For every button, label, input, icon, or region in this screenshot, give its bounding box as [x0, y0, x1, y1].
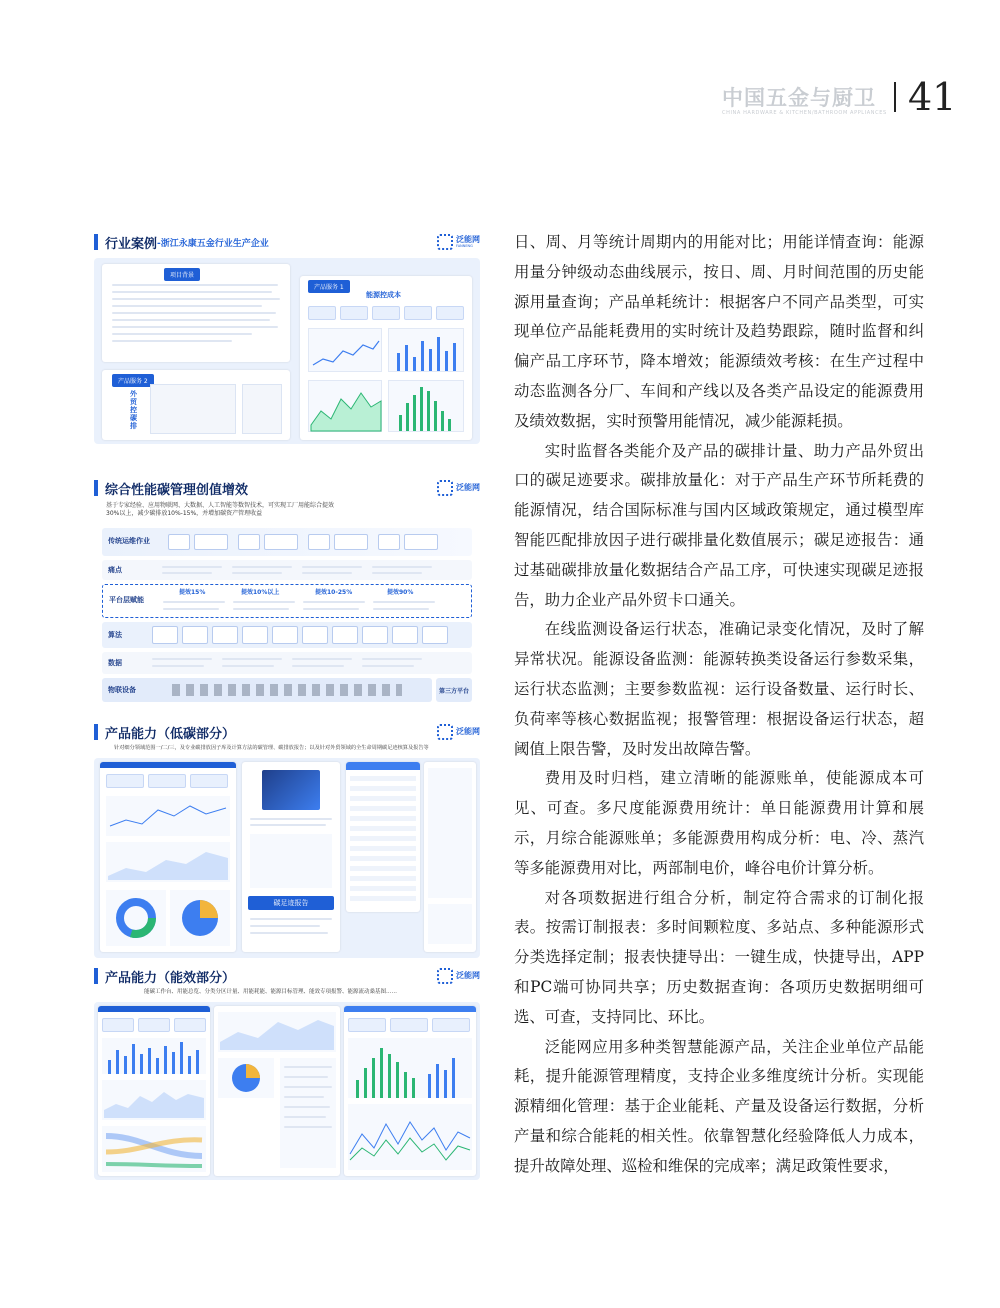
- page-number: 41: [908, 75, 957, 119]
- gain-label: 提效10-25%: [315, 589, 353, 597]
- panel-title: 行业案例: [105, 236, 158, 252]
- gain-label: 提效90%: [387, 589, 414, 597]
- magazine-brand: 中国五金与厨卫: [722, 86, 876, 110]
- service1-tag: 产品服务 1: [308, 280, 350, 293]
- paragraph: 对各项数据进行组合分析，制定符合需求的订制化报表。按需订制报表：多时间颗粒度、多站点、多种能源形式分类选择定制；报表快捷导出：一键生成，快捷导出，APP和PC端可协同共享；历史数据查询：各项历史数据明细可选、可查，支持同比、环比。: [514, 888, 924, 1026]
- logo-icon: [437, 968, 453, 984]
- article-body: [514, 228, 924, 1182]
- fanneng-logo: 泛能网: [437, 480, 480, 496]
- screen-analysis: [344, 1006, 476, 1176]
- line-chart-a: [309, 329, 383, 373]
- service1-title: 能源控成本: [366, 291, 401, 299]
- screen-workbench: [98, 1006, 210, 1176]
- paragraph: 日、周、月等统计周期内的用能对比；用能详情查询：能源用量分钟级动态曲线展示，按日、周、月时间范围的历史能源用量查询；产品单耗统计：根据客户不同产品类型，可实现单位产品能耗费用的实时统计及趋势跟踪，随时监督和纠偏产品工序环节，降本增效；能源绩效考核：在生产过程中动态监测各分厂、车间和产线以及各类产品设定的能源费用及绩效数据，实时预警用能情况，减少能源耗损。: [514, 233, 924, 430]
- title-bar: [94, 234, 98, 250]
- background-card: [102, 264, 290, 362]
- area-chart-c: [309, 381, 383, 433]
- case-panel: [94, 232, 480, 444]
- background-tag: 项目背景: [164, 268, 200, 281]
- efficiency-panel: [94, 966, 480, 1180]
- screen-notes: [424, 762, 476, 952]
- row-label: 物联设备: [108, 686, 136, 695]
- screen-report: [242, 762, 340, 952]
- efficiency-screens: [94, 1002, 480, 1180]
- carbon-footprint-banner: 碳足迹报告: [248, 896, 334, 910]
- paragraph: 在线监测设备运行状态，准确记录变化情况，及时了解异常状况。能源设备监测：能源转换类设备运行参数采集，运行状态监测；主要参数监视：运行设备数量、运行时长、负荷率等核心数据监视；报警管理：根据设备运行状态，超阈值上限告警，及时发出故障告警。: [514, 620, 924, 758]
- logo-icon: [437, 724, 453, 740]
- service2-screenshot-2: [242, 384, 282, 434]
- service2-card: [102, 370, 290, 440]
- fanneng-logo: 泛能网 FANNENG: [437, 234, 480, 250]
- fanneng-logo: 泛能网: [437, 724, 480, 740]
- low-carbon-panel: [94, 722, 480, 958]
- service1-card: [300, 276, 472, 440]
- low-carbon-intro: 针对细分领域范围一/二/三，及专业碳排放因子库及计算方法的碳管理、碳排放报告；以及针对外贸领域的全生命周期碳足迹核算及报告等: [114, 745, 429, 751]
- low-carbon-screens: [94, 758, 480, 958]
- panel-title: 综合性能碳管理创值增效: [105, 482, 249, 498]
- row-label: 数据: [108, 659, 122, 668]
- masthead: [722, 75, 957, 119]
- screen-dashboard: [100, 762, 236, 952]
- logo-icon: [437, 480, 453, 496]
- service1-chart-c: [308, 380, 382, 432]
- service2-tag: 产品服务 2: [112, 374, 154, 387]
- paragraph: 泛能网应用多种类智慧能源产品，关注企业单位产品能耗，提升能源管理精度，支持企业多维度统计分析。实现能源精细化管理：基于企业能耗、产量及设备运行数据，分析产量和综合能耗的相关性。依靠智慧化经验降低人力成本，提升故障处理、巡检和维保的完成率；满足政策性要求，: [514, 1037, 924, 1175]
- device-icons: [172, 684, 402, 696]
- carbon-panel: [94, 478, 480, 706]
- service2-title: 外贸控碳排: [130, 390, 137, 431]
- paragraph: 费用及时归档，建立清晰的能源账单，使能源成本可见、可查。多尺度能源费用统计：单日能源费用计算和展示，月综合能源账单；多能源费用构成分析：电、冷、蒸汽等多能源费用对比，两部制电价，峰谷电价计算分析。: [514, 769, 924, 877]
- gain-label: 提效10%以上: [241, 589, 280, 597]
- paragraph: 实时监督各类能介及产品的碳排计量、助力产品外贸出口的碳足迹要求。碳排放量化：对于产品生产环节所耗费的能源情况，结合国际标准与国内区域政策规定，通过模型库智能匹配排放因子进行碳排量化数值展示；碳足迹报告：通过基础碳排放量化数据结合产品工序，可快速实现碳足迹报告，助力企业产品外贸卡口通关。: [514, 441, 924, 609]
- row-label: 平台层赋能: [109, 596, 144, 605]
- row-label: 痛点: [108, 566, 122, 575]
- row-label: 传统运维作业: [108, 537, 150, 546]
- service1-chart-d: [388, 380, 464, 432]
- carbon-intro: 基于专家经验、应用物联网、大数据、人工智能等数智技术，可实现工厂用能综合提效30%以上，减少碳排放10%-15%，并增加碳资产管理收益: [106, 502, 335, 518]
- header-divider: [894, 82, 896, 112]
- service1-chart-b: [388, 328, 464, 372]
- efficiency-intro: 能碳工作台、用能总览、分类分区计量、用能耗能、能源目标管理、能效专项报警、能源流动桑基图……: [144, 989, 398, 995]
- panel-title: 产品能力（低碳部分）: [105, 726, 236, 742]
- carbon-diagram: [94, 524, 480, 706]
- panel-subtitle: -浙江永康五金行业生产企业: [157, 238, 269, 249]
- third-party-platform: 第三方平台: [436, 678, 472, 702]
- screen-overview: [214, 1006, 340, 1176]
- logo-icon: [437, 234, 453, 250]
- service2-screenshot: [150, 384, 236, 434]
- fanneng-logo: 泛能网: [437, 968, 480, 984]
- panel-title: 产品能力（能效部分）: [105, 970, 236, 986]
- row-label: 算法: [108, 631, 122, 640]
- service1-chart-a: [308, 328, 382, 372]
- server-image: [262, 770, 320, 810]
- magazine-brand-en: CHINA HARDWARE & KITCHEN/BATHROOM APPLIANCES: [722, 110, 887, 116]
- gain-label: 提效15%: [179, 589, 206, 597]
- case-panel-body: [94, 258, 480, 444]
- screen-table: [346, 762, 420, 912]
